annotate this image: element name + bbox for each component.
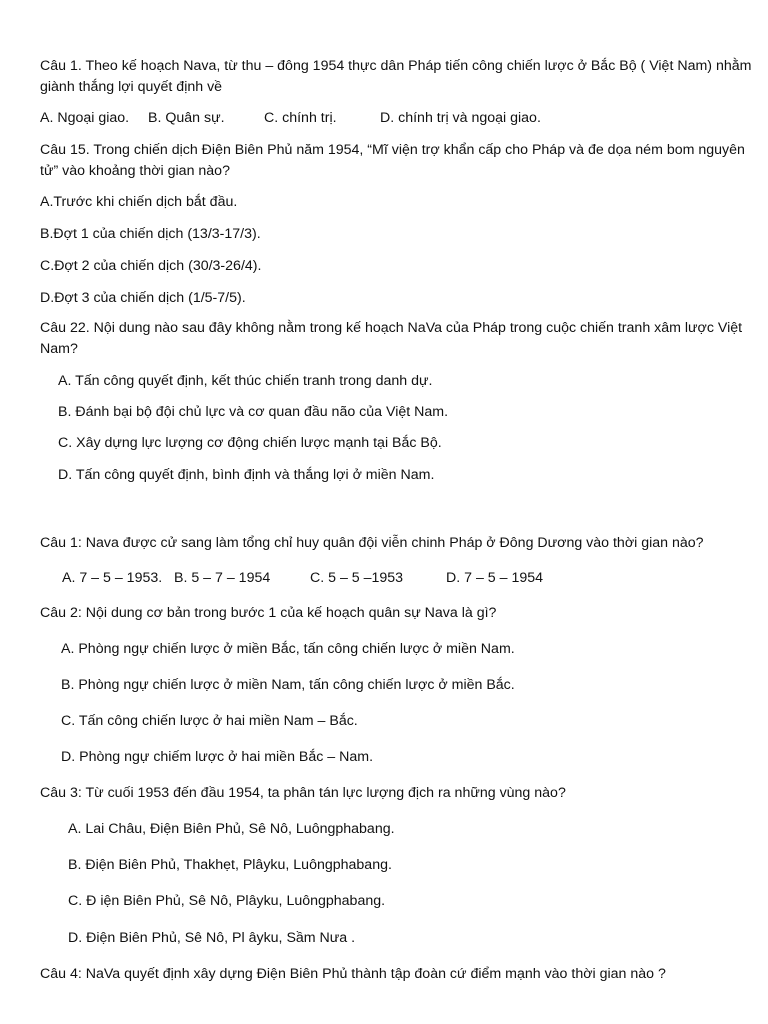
qb-option-a: A. Phòng ngự chiến lược ở miền Bắc, tấn công chiến lược ở miền Nam.: [61, 641, 515, 657]
question-15-text: Câu 15. Trong chiến dịch Điện Biên Phủ năm 1954, “Mĩ viện trợ khẩn cấp cho Pháp và đe dọa ném bom nguyên tử” vào khoảng thời gian nào?: [40, 142, 745, 179]
qb-option-c: C. Tấn công chiến lược ở hai miền Nam – Bắc.: [61, 713, 358, 729]
q22-option-a: A. Tấn công quyết định, kết thúc chiến tranh trong danh dự.: [58, 373, 433, 389]
qa-option-c: C. 5 – 5 –1953: [310, 570, 404, 586]
q22-option-b: B. Đánh bại bộ đội chủ lực và cơ quan đầu não của Việt Nam.: [58, 404, 449, 420]
qb-option-b: B. Phòng ngự chiến lược ở miền Nam, tấn công chiến lược ở miền Bắc.: [61, 677, 515, 693]
question-d-text: Câu 4: NaVa quyết định xây dựng Điện Biên Phủ thành tập đoàn cứ điểm mạnh vào thời gian nào ?: [40, 966, 666, 982]
qc-option-d: D. Điện Biên Phủ, Sê Nô, Pl âyku, Sầm Nưa .: [68, 930, 356, 946]
qc-option-c: C. Đ iện Biên Phủ, Sê Nô, Plâyku, Luôngphabang.: [68, 893, 386, 909]
qa-option-d: D. 7 – 5 – 1954: [446, 570, 544, 586]
question-c-text: Câu 3: Từ cuối 1953 đến đầu 1954, ta phân tán lực lượng địch ra những vùng nào?: [40, 785, 566, 801]
qa-option-a: A. 7 – 5 – 1953.: [62, 570, 163, 586]
qa-option-b: B. 5 – 7 – 1954: [174, 570, 271, 586]
question-22-text: Câu 22. Nội dung nào sau đây không nằm trong kế hoạch NaVa của Pháp trong cuộc chiến tranh xâm lược Việt Nam?: [40, 320, 743, 357]
qc-option-a: A. Lai Châu, Điện Biên Phủ, Sê Nô, Luôngphabang.: [68, 821, 395, 837]
q1-option-a: A. Ngoại giao.: [40, 110, 130, 126]
question-1-text: Câu 1. Theo kế hoạch Nava, từ thu – đông 1954 thực dân Pháp tiến công chiến lược ở Bắc Bộ ( Việt Nam) nhằm giành thắng lợi quyết định về: [40, 58, 752, 95]
q1-option-c: C. chính trị.: [264, 110, 337, 126]
q22-option-c: C. Xây dựng lực lượng cơ động chiến lược mạnh tại Bắc Bộ.: [58, 435, 442, 451]
q1-option-d: D. chính trị và ngoại giao.: [380, 110, 541, 126]
q1-option-b: B. Quân sự.: [148, 110, 225, 126]
question-1-options: [40, 108, 541, 128]
question-a-options: [62, 568, 543, 588]
qc-option-b: B. Điện Biên Phủ, Thakhẹt, Plâyku, Luôngphabang.: [68, 857, 392, 873]
qb-option-d: D. Phòng ngự chiếm lược ở hai miền Bắc – Nam.: [61, 749, 374, 765]
q15-option-d: D.Đợt 3 của chiến dịch (1/5-7/5).: [40, 290, 246, 306]
q15-option-a: A.Trước khi chiến dịch bắt đầu.: [40, 194, 238, 210]
q22-option-d: D. Tấn công quyết định, bình định và thắng lợi ở miền Nam.: [58, 467, 435, 483]
question-a-text: Câu 1: Nava được cử sang làm tổng chỉ huy quân đội viễn chinh Pháp ở Đông Dương vào thời gian nào?: [40, 535, 704, 551]
q15-option-b: B.Đợt 1 của chiến dịch (13/3-17/3).: [40, 226, 261, 242]
q15-option-c: C.Đợt 2 của chiến dịch (30/3-26/4).: [40, 258, 262, 274]
question-b-text: Câu 2: Nội dung cơ bản trong bước 1 của kế hoạch quân sự Nava là gì?: [40, 605, 497, 621]
